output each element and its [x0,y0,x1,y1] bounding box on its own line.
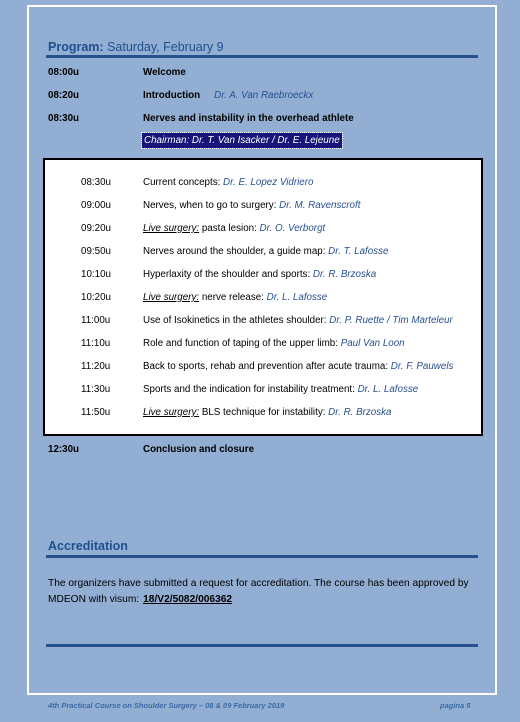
session-topic: nerve release: [199,292,267,303]
session-time: 11:50u [81,407,111,418]
session-speaker: Dr. R. Brzoska [312,269,377,280]
schedule-time: 08:00u [48,67,80,78]
accreditation-divider [46,555,478,558]
bottom-divider [46,644,478,647]
session-topic: pasta lesion: [199,223,260,234]
session-topic: Nerves, when to go to surgery: [143,200,280,211]
schedule-title: Introduction [143,90,201,101]
live-surgery-label: Live surgery: [143,407,200,418]
session-topic: Role and function of taping of the upper limb: [143,338,341,349]
schedule-row-nerves [48,113,478,127]
session-topic: Hyperlaxity of the shoulder and sports: [143,269,313,280]
session-time: 11:20u [81,361,111,372]
session-time: 11:10u [81,338,111,349]
schedule-time: 12:30u [48,444,80,455]
program-divider [46,55,478,58]
session-speaker: Paul Van Loon [340,338,405,349]
session-topic: Sports and the indication for instability treatment: [143,384,358,395]
accreditation-body: The organizers have submitted a request for accreditation. The course has been approved by MDEON with visum: [48,578,469,605]
session-time: 09:50u [81,246,111,257]
visum-number: 18/V2/5082/006362 [143,593,233,605]
session-speaker: Dr. L. Lafosse [357,384,419,395]
session-time: 11:00u [81,315,111,326]
live-surgery-label: Live surgery: [143,292,200,303]
session-topic: Current concepts: [143,177,224,188]
session-topic: Use of Isokinetics in the athletes shoulder: [143,315,330,326]
session-time: 10:20u [81,292,111,303]
session-box [43,158,483,436]
session-time: 11:30u [81,384,111,395]
session-speaker: Dr. L. Lafosse [266,292,328,303]
program-label: Program: [48,40,104,54]
session-topic: Back to sports, rehab and prevention after acute trauma: [143,361,391,372]
session-speaker: Dr. R. Brzoska [328,407,392,418]
schedule-row-closing [48,444,478,458]
accreditation-heading: Accreditation [48,539,128,553]
session-time: 09:20u [81,223,111,234]
live-surgery-label: Live surgery: [143,223,200,234]
chairman-banner: Chairman: Dr. T. Van Isacker / Dr. E. Lejeune [144,135,340,146]
schedule-row-welcome [48,67,478,81]
session-time: 10:10u [81,269,111,280]
schedule-title: Conclusion and closure [143,444,255,455]
session-speaker: Dr. T. Lafosse [328,246,389,257]
schedule-title: Nerves and instability in the overhead athlete [143,113,354,124]
schedule-title: Welcome [143,67,186,78]
accreditation-text [48,576,478,607]
schedule-time: 08:30u [48,113,80,124]
session-speaker: Dr. M. Ravenscroft [279,200,361,211]
program-date: Saturday, February 9 [107,40,224,54]
session-speaker: Dr. E. Lopez Vidriero [223,177,314,188]
footer-course-title: 4th Practical Course on Shoulder Surgery – 08 & 09 February 2019 [48,701,285,710]
program-heading [48,40,224,54]
schedule-time: 08:20u [48,90,80,101]
schedule-row-introduction [48,90,478,104]
session-time: 08:30u [81,177,111,188]
footer-page-number: pagina 5 [440,701,471,710]
session-topic: Nerves around the shoulder, a guide map: [143,246,329,257]
session-speaker: Dr. F. Pauwels [390,361,454,372]
session-time: 09:00u [81,200,111,211]
session-topic: BLS technique for instability: [199,407,329,418]
session-speaker: Dr. O. Verborgt [259,223,326,234]
session-speaker: Dr. P. Ruette / Tim Marteleur [329,315,453,326]
schedule-speaker: Dr. A. Van Raebroeckx [214,90,314,101]
